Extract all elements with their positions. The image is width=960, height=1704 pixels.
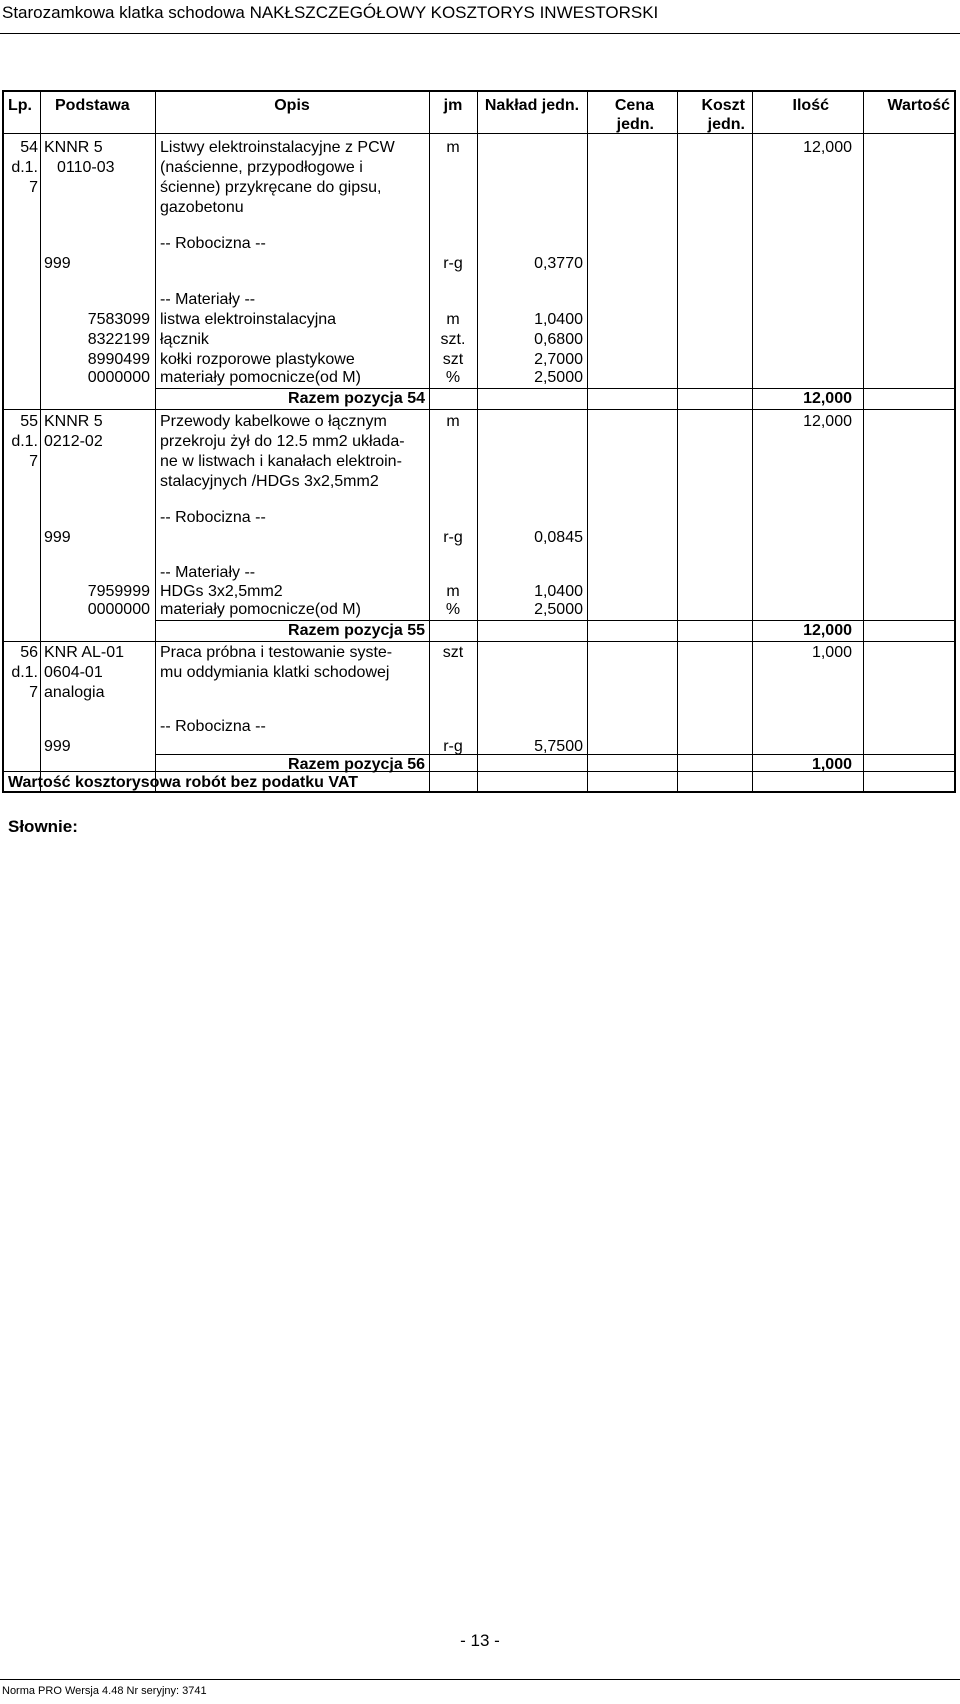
position-podstawa: 0604-01 bbox=[44, 664, 103, 681]
material-norm: 1,0400 bbox=[534, 583, 583, 600]
header-lp: Lp. bbox=[8, 97, 32, 114]
razem-pozycja-quantity: 12,000 bbox=[803, 390, 852, 407]
position-lp: d.1. bbox=[11, 433, 38, 450]
material-name: listwa elektroinstalacyjna bbox=[160, 311, 337, 328]
header-jm: jm bbox=[443, 97, 463, 114]
razem-pozycja-quantity: 1,000 bbox=[811, 756, 852, 773]
position-description: ścienne) przykręcane do gipsu, bbox=[160, 179, 382, 196]
header-wartosc: Wartość bbox=[887, 97, 950, 114]
robocizna-label: -- Robocizna -- bbox=[160, 718, 266, 735]
material-unit: szt bbox=[442, 351, 464, 368]
resource-norm: 0,0845 bbox=[534, 529, 583, 546]
header-naklad: Nakład jedn. bbox=[484, 97, 580, 114]
page-number: - 13 - bbox=[460, 1631, 500, 1650]
header-koszt-jedn: jedn. bbox=[707, 116, 745, 133]
column-divider bbox=[477, 92, 478, 793]
resource-unit: r-g bbox=[443, 738, 463, 755]
material-norm: 1,0400 bbox=[534, 311, 583, 328]
position-podstawa: KNNR 5 bbox=[44, 139, 103, 156]
material-unit: m bbox=[446, 311, 460, 328]
position-lp: d.1. bbox=[11, 159, 38, 176]
position-description: stalacyjnych /HDGs 3x2,5mm2 bbox=[160, 473, 379, 490]
position-podstawa: KNNR 5 bbox=[44, 413, 103, 430]
row-divider bbox=[2, 409, 956, 410]
position-lp: 55 bbox=[20, 413, 38, 430]
material-code: 7583099 bbox=[87, 311, 150, 328]
material-code: 7959999 bbox=[87, 583, 150, 600]
material-norm: 2,5000 bbox=[534, 369, 583, 386]
position-unit: m bbox=[446, 413, 460, 430]
material-name: łącznik bbox=[160, 331, 209, 348]
column-divider bbox=[677, 92, 678, 793]
position-lp: 7 bbox=[29, 453, 38, 470]
position-lp: 7 bbox=[29, 684, 38, 701]
position-lp: 7 bbox=[29, 179, 38, 196]
footer-divider bbox=[0, 1679, 960, 1680]
position-lp: 54 bbox=[20, 139, 38, 156]
material-code: 8990499 bbox=[87, 351, 150, 368]
column-divider bbox=[587, 92, 588, 793]
position-lp: d.1. bbox=[11, 664, 38, 681]
razem-pozycja-label: Razem pozycja 55 bbox=[288, 622, 425, 639]
razem-pozycja-quantity: 12,000 bbox=[803, 622, 852, 639]
position-unit: szt bbox=[442, 644, 464, 661]
material-code: 8322199 bbox=[87, 331, 150, 348]
position-podstawa: 0212-02 bbox=[44, 433, 103, 450]
header-divider bbox=[2, 133, 956, 134]
resource-code: 999 bbox=[44, 255, 71, 272]
footer-software-info: Norma PRO Wersja 4.48 Nr seryjny: 3741 bbox=[2, 1685, 207, 1697]
materialy-label: -- Materiały -- bbox=[160, 564, 256, 581]
column-divider bbox=[863, 92, 864, 793]
header-koszt: Koszt bbox=[701, 97, 745, 114]
material-name: kołki rozporowe plastykowe bbox=[160, 351, 355, 368]
material-name: materiały pomocnicze(od M) bbox=[160, 601, 361, 618]
razem-pozycja-label: Razem pozycja 54 bbox=[288, 390, 425, 407]
material-name: materiały pomocnicze(od M) bbox=[160, 369, 361, 386]
material-norm: 0,6800 bbox=[534, 331, 583, 348]
resource-unit: r-g bbox=[443, 529, 463, 546]
position-description: Praca próbna i testowanie syste- bbox=[160, 644, 393, 661]
material-norm: 2,5000 bbox=[534, 601, 583, 618]
material-norm: 2,7000 bbox=[534, 351, 583, 368]
header-cena: Cena bbox=[614, 97, 654, 114]
material-code: 0000000 bbox=[87, 369, 150, 386]
resource-code: 999 bbox=[44, 738, 71, 755]
resource-norm: 0,3770 bbox=[534, 255, 583, 272]
position-podstawa: analogia bbox=[44, 684, 105, 701]
position-quantity: 1,000 bbox=[811, 644, 852, 661]
position-podstawa: 0110-03 bbox=[57, 159, 115, 176]
position-description: Przewody kabelkowe o łącznym bbox=[160, 413, 387, 430]
document-title: Starozamkowa klatka schodowa NAKŁSZCZEGÓŁOWY KOSZTORYS INWESTORSKI bbox=[2, 3, 659, 22]
position-description: Listwy elektroinstalacyjne z PCW bbox=[160, 139, 395, 156]
resource-norm: 5,7500 bbox=[534, 738, 583, 755]
row-divider bbox=[2, 641, 956, 642]
position-unit: m bbox=[446, 139, 460, 156]
column-divider bbox=[429, 92, 430, 793]
total-cost-label: Wartość kosztorysowa robót bez podatku VAT bbox=[8, 774, 358, 791]
slownie-label: Słownie: bbox=[8, 817, 78, 836]
cost-estimate-table bbox=[2, 90, 956, 793]
materialy-label: -- Materiały -- bbox=[160, 291, 256, 308]
material-unit: szt. bbox=[440, 331, 466, 348]
position-lp: 56 bbox=[20, 644, 38, 661]
position-podstawa: KNR AL-01 bbox=[44, 644, 125, 661]
column-divider bbox=[752, 92, 753, 793]
resource-unit: r-g bbox=[443, 255, 463, 272]
position-description: gazobetonu bbox=[160, 199, 244, 216]
position-description: mu oddymiania klatki schodowej bbox=[160, 664, 390, 681]
robocizna-label: -- Robocizna -- bbox=[160, 235, 266, 252]
material-code: 0000000 bbox=[87, 601, 150, 618]
position-description: ne w listwach i kanałach elektroin- bbox=[160, 453, 402, 470]
column-divider bbox=[40, 92, 41, 793]
material-name: HDGs 3x2,5mm2 bbox=[160, 583, 283, 600]
header-podstawa: Podstawa bbox=[55, 97, 130, 114]
position-quantity: 12,000 bbox=[803, 139, 852, 156]
material-unit: m bbox=[446, 583, 460, 600]
resource-code: 999 bbox=[44, 529, 71, 546]
header-opis: Opis bbox=[274, 97, 310, 114]
column-divider bbox=[155, 92, 156, 793]
title-divider bbox=[0, 33, 960, 34]
position-description: przekroju żył do 12.5 mm2 układa- bbox=[160, 433, 405, 450]
robocizna-label: -- Robocizna -- bbox=[160, 509, 266, 526]
position-description: (naścienne, przypodłogowe i bbox=[160, 159, 363, 176]
razem-pozycja-label: Razem pozycja 56 bbox=[288, 756, 425, 773]
header-ilosc: Ilość bbox=[792, 97, 829, 114]
header-cena-jedn: jedn. bbox=[616, 116, 654, 133]
material-unit: % bbox=[445, 601, 461, 618]
material-unit: % bbox=[445, 369, 461, 386]
position-quantity: 12,000 bbox=[803, 413, 852, 430]
